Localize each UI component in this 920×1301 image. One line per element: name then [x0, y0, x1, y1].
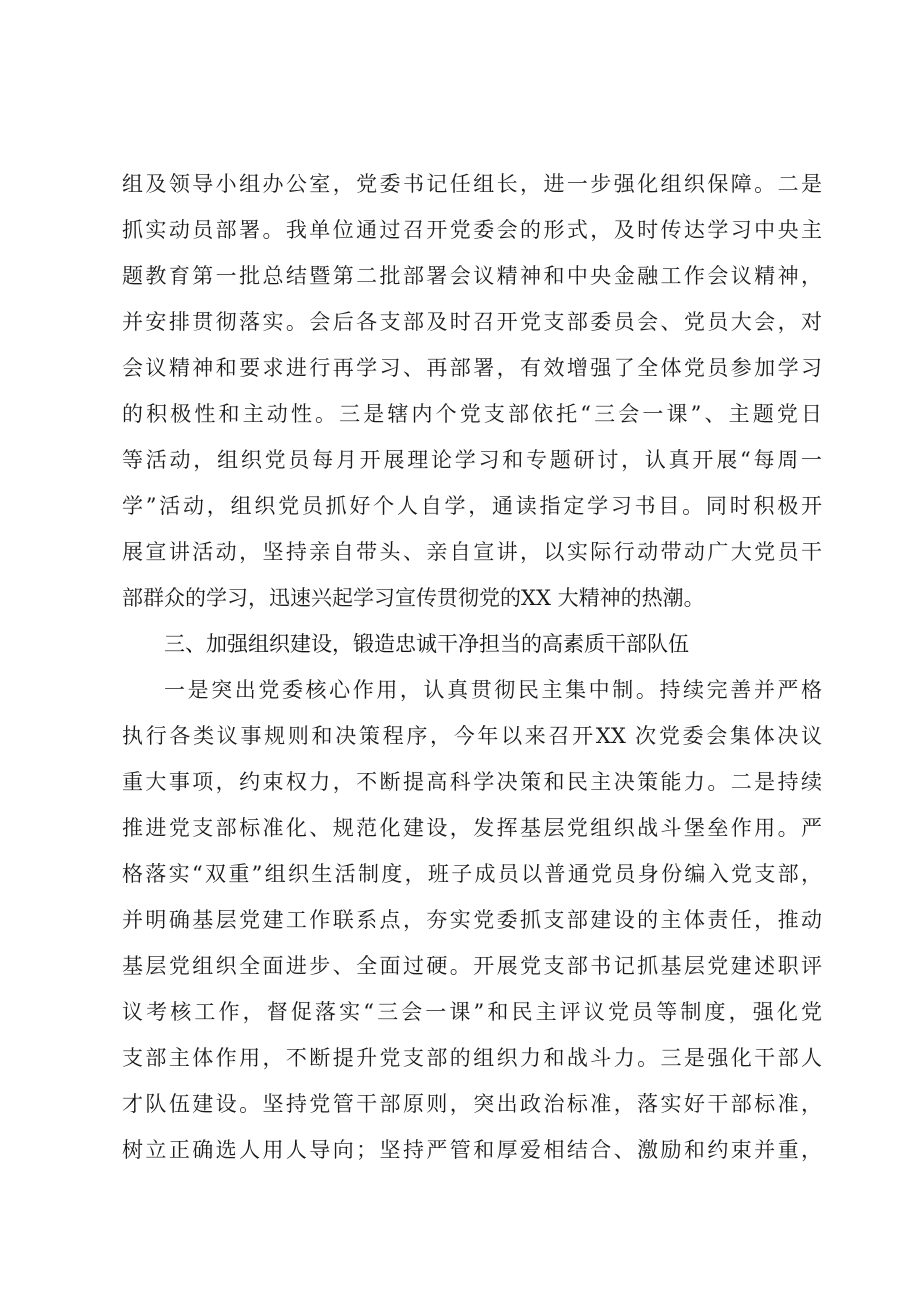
- paragraph-2-line: 并明确基层党建工作联系点，夯实党委抓支部建设的主体责任，推动: [122, 908, 822, 932]
- paragraph-2-line: 议考核工作，督促落实“三会一课”和民主评议党员等制度，强化党: [122, 1000, 822, 1024]
- paragraph-1-line: 会议精神和要求进行再学习、再部署，有效增强了全体党员参加学习: [122, 356, 822, 380]
- paragraph-1-line: 等活动，组织党员每月开展理论学习和专题研讨，认真开展“每周一: [122, 448, 822, 472]
- paragraph-2-line: 重大事项，约束权力，不断提高科学决策和民主决策能力。二是持续: [122, 770, 822, 794]
- section-heading: 三、加强组织建设，锻造忠诚干净担当的高素质干部队伍: [164, 632, 689, 656]
- paragraph-1-line: 展宣讲活动，坚持亲自带头、亲自宣讲，以实际行动带动广大党员干: [122, 540, 822, 564]
- paragraph-2-line: 一是突出党委核心作用，认真贯彻民主集中制。持续完善并严格: [164, 678, 822, 702]
- paragraph-1-line: 组及领导小组办公室，党委书记任组长，进一步强化组织保障。二是: [122, 172, 822, 196]
- paragraph-1-line: 学”活动，组织党员抓好个人自学，通读指定学习书目。同时积极开: [122, 494, 822, 518]
- paragraph-2-line: 支部主体作用，不断提升党支部的组织力和战斗力。三是强化干部人: [122, 1046, 822, 1070]
- paragraph-1-line: 并安排贯彻落实。会后各支部及时召开党支部委员会、党员大会，对: [122, 310, 822, 334]
- paragraph-2-line: 执行各类议事规则和决策程序，今年以来召开XX 次党委会集体决议: [122, 724, 822, 748]
- paragraph-1-line: 题教育第一批总结暨第二批部署会议精神和中央金融工作会议精神，: [122, 264, 822, 288]
- paragraph-2-line: 才队伍建设。坚持党管干部原则，突出政治标准，落实好干部标准，: [122, 1092, 822, 1116]
- paragraph-1-line: 的积极性和主动性。三是辖内个党支部依托“三会一课”、主题党日: [122, 402, 822, 426]
- paragraph-1-line: 部群众的学习，迅速兴起学习宣传贯彻党的XX 大精神的热潮。: [122, 586, 705, 610]
- paragraph-1-line: 抓实动员部署。我单位通过召开党委会的形式，及时传达学习中央主: [122, 218, 822, 242]
- paragraph-2-line: 格落实“双重”组织生活制度，班子成员以普通党员身份编入党支部，: [122, 862, 822, 886]
- paragraph-2-line: 基层党组织全面进步、全面过硬。开展党支部书记抓基层党建述职评: [122, 954, 822, 978]
- paragraph-2-line: 树立正确选人用人导向；坚持严管和厚爱相结合、激励和约束并重，: [122, 1138, 822, 1162]
- paragraph-2-line: 推进党支部标准化、规范化建设，发挥基层党组织战斗堡垒作用。严: [122, 816, 822, 840]
